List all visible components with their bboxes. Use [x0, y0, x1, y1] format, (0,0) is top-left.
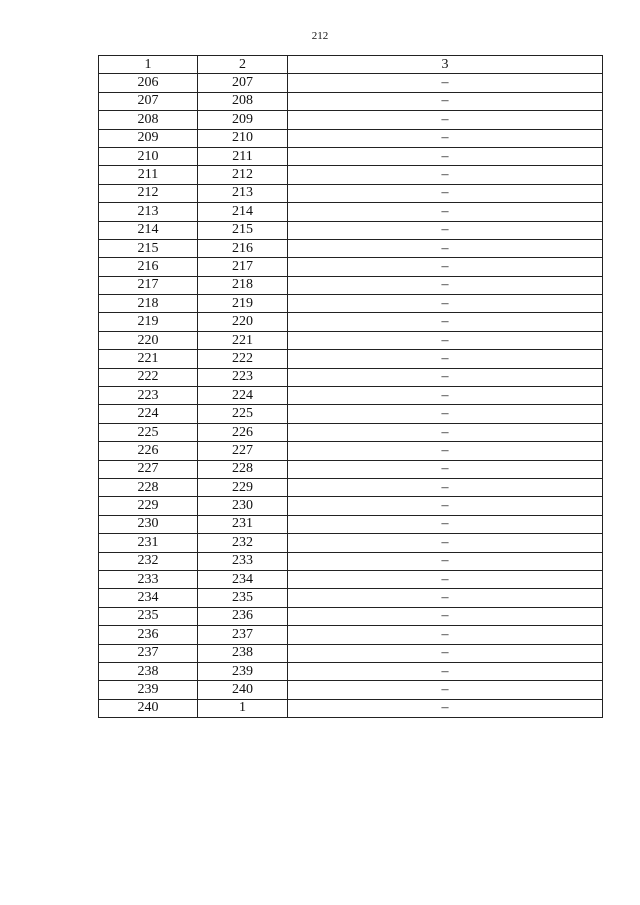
table-cell-col-3: – — [288, 166, 603, 184]
table-cell-col-1: 210 — [99, 147, 198, 165]
table-row — [99, 239, 603, 257]
table-row — [99, 368, 603, 386]
table-row — [99, 313, 603, 331]
table-cell-col-2: 231 — [198, 515, 288, 533]
table-cell-col-2: 1 — [198, 699, 288, 717]
table-cell-col-1: 213 — [99, 203, 198, 221]
table-cell-col-2: 229 — [198, 478, 288, 496]
table-row — [99, 570, 603, 588]
table-cell-col-2: 219 — [198, 295, 288, 313]
table-cell-col-1: 225 — [99, 423, 198, 441]
header-row — [99, 56, 603, 74]
table-cell-col-2: 236 — [198, 607, 288, 625]
table-cell-col-2: 226 — [198, 423, 288, 441]
table-cell-col-3: – — [288, 497, 603, 515]
table-cell-col-3: – — [288, 368, 603, 386]
table-row — [99, 626, 603, 644]
table-cell-col-1: 239 — [99, 681, 198, 699]
table-row — [99, 147, 603, 165]
table-row — [99, 203, 603, 221]
table-cell-col-3: – — [288, 589, 603, 607]
data-table — [98, 55, 603, 718]
table-row — [99, 644, 603, 662]
table-cell-col-1: 228 — [99, 478, 198, 496]
table-cell-col-1: 209 — [99, 129, 198, 147]
table-cell-col-2: 237 — [198, 626, 288, 644]
table-cell-col-2: 230 — [198, 497, 288, 515]
table-row — [99, 589, 603, 607]
table-cell-col-3: – — [288, 221, 603, 239]
table-cell-col-3: – — [288, 387, 603, 405]
table-cell-col-3: – — [288, 626, 603, 644]
table-cell-col-1: 222 — [99, 368, 198, 386]
table-cell-col-3: – — [288, 184, 603, 202]
table-cell-col-1: 212 — [99, 184, 198, 202]
table-cell-col-3: – — [288, 607, 603, 625]
table-cell-col-3: – — [288, 681, 603, 699]
table-cell-col-1: 235 — [99, 607, 198, 625]
table-cell-col-1: 230 — [99, 515, 198, 533]
table-row — [99, 681, 603, 699]
table-cell-col-1: 221 — [99, 350, 198, 368]
table-cell-col-2: 214 — [198, 203, 288, 221]
table-cell-col-3: – — [288, 295, 603, 313]
table-cell-col-2: 224 — [198, 387, 288, 405]
table-cell-col-1: 207 — [99, 92, 198, 110]
table-cell-col-2: 216 — [198, 239, 288, 257]
page-number: 212 — [311, 30, 329, 42]
table-cell-col-3: – — [288, 423, 603, 441]
table-row — [99, 552, 603, 570]
table-cell-col-1: 229 — [99, 497, 198, 515]
table-cell-col-2: 215 — [198, 221, 288, 239]
table-cell-col-2: 209 — [198, 111, 288, 129]
table-cell-col-3: – — [288, 699, 603, 717]
table-cell-col-3: – — [288, 534, 603, 552]
table-row — [99, 460, 603, 478]
table-body — [99, 74, 603, 718]
table-row — [99, 699, 603, 717]
table-cell-col-2: 234 — [198, 570, 288, 588]
table-cell-col-3: – — [288, 129, 603, 147]
table-cell-col-3: – — [288, 662, 603, 680]
column-header-1: 1 — [99, 56, 198, 74]
table-cell-col-3: – — [288, 239, 603, 257]
table-row — [99, 478, 603, 496]
table-cell-col-1: 217 — [99, 276, 198, 294]
table-cell-col-3: – — [288, 460, 603, 478]
table-cell-col-2: 227 — [198, 442, 288, 460]
table-cell-col-3: – — [288, 405, 603, 423]
table-row — [99, 166, 603, 184]
table-cell-col-2: 213 — [198, 184, 288, 202]
table-row — [99, 662, 603, 680]
table-row — [99, 129, 603, 147]
column-header-3: 3 — [288, 56, 603, 74]
table-cell-col-2: 239 — [198, 662, 288, 680]
table-cell-col-1: 208 — [99, 111, 198, 129]
table-cell-col-2: 211 — [198, 147, 288, 165]
table-cell-col-3: – — [288, 258, 603, 276]
table-cell-col-2: 208 — [198, 92, 288, 110]
table-cell-col-2: 218 — [198, 276, 288, 294]
table-row — [99, 607, 603, 625]
table-row — [99, 258, 603, 276]
table-cell-col-2: 220 — [198, 313, 288, 331]
table-cell-col-3: – — [288, 111, 603, 129]
table-row — [99, 387, 603, 405]
table-cell-col-3: – — [288, 313, 603, 331]
table-cell-col-2: 228 — [198, 460, 288, 478]
table-cell-col-1: 220 — [99, 331, 198, 349]
table-row — [99, 442, 603, 460]
table-cell-col-1: 223 — [99, 387, 198, 405]
table-row — [99, 534, 603, 552]
table-cell-col-3: – — [288, 478, 603, 496]
table-cell-col-3: – — [288, 92, 603, 110]
table-cell-col-1: 233 — [99, 570, 198, 588]
table-cell-col-3: – — [288, 552, 603, 570]
table-cell-col-3: – — [288, 276, 603, 294]
table-cell-col-3: – — [288, 350, 603, 368]
table-cell-col-3: – — [288, 442, 603, 460]
column-header-2: 2 — [198, 56, 288, 74]
table-cell-col-1: 234 — [99, 589, 198, 607]
table-row — [99, 92, 603, 110]
table-cell-col-1: 206 — [99, 74, 198, 92]
table-cell-col-1: 232 — [99, 552, 198, 570]
table-cell-col-3: – — [288, 644, 603, 662]
table-cell-col-3: – — [288, 570, 603, 588]
table-cell-col-1: 240 — [99, 699, 198, 717]
table-row — [99, 276, 603, 294]
table-cell-col-3: – — [288, 147, 603, 165]
table-row — [99, 423, 603, 441]
table-header — [99, 56, 603, 74]
table-cell-col-2: 235 — [198, 589, 288, 607]
table-cell-col-1: 215 — [99, 239, 198, 257]
table-cell-col-3: – — [288, 515, 603, 533]
table-cell-col-1: 238 — [99, 662, 198, 680]
table-cell-col-2: 207 — [198, 74, 288, 92]
table-cell-col-2: 232 — [198, 534, 288, 552]
table-cell-col-2: 225 — [198, 405, 288, 423]
table-cell-col-2: 238 — [198, 644, 288, 662]
table-cell-col-3: – — [288, 203, 603, 221]
table-row — [99, 295, 603, 313]
table-cell-col-1: 224 — [99, 405, 198, 423]
table-cell-col-1: 218 — [99, 295, 198, 313]
table-row — [99, 405, 603, 423]
table-cell-col-2: 223 — [198, 368, 288, 386]
table-cell-col-2: 221 — [198, 331, 288, 349]
table-row — [99, 515, 603, 533]
table-cell-col-1: 214 — [99, 221, 198, 239]
table-cell-col-2: 222 — [198, 350, 288, 368]
table-cell-col-1: 226 — [99, 442, 198, 460]
table-cell-col-1: 219 — [99, 313, 198, 331]
table-cell-col-2: 240 — [198, 681, 288, 699]
table-cell-col-3: – — [288, 331, 603, 349]
table-row — [99, 74, 603, 92]
table-cell-col-1: 236 — [99, 626, 198, 644]
table-row — [99, 111, 603, 129]
table-cell-col-1: 237 — [99, 644, 198, 662]
table-cell-col-2: 212 — [198, 166, 288, 184]
table-cell-col-1: 227 — [99, 460, 198, 478]
table-row — [99, 497, 603, 515]
table-cell-col-2: 210 — [198, 129, 288, 147]
table-row — [99, 350, 603, 368]
table-cell-col-1: 211 — [99, 166, 198, 184]
table-cell-col-3: – — [288, 74, 603, 92]
table-cell-col-2: 217 — [198, 258, 288, 276]
table-row — [99, 184, 603, 202]
table-cell-col-1: 216 — [99, 258, 198, 276]
table-cell-col-2: 233 — [198, 552, 288, 570]
table-row — [99, 331, 603, 349]
table-cell-col-1: 231 — [99, 534, 198, 552]
table-row — [99, 221, 603, 239]
